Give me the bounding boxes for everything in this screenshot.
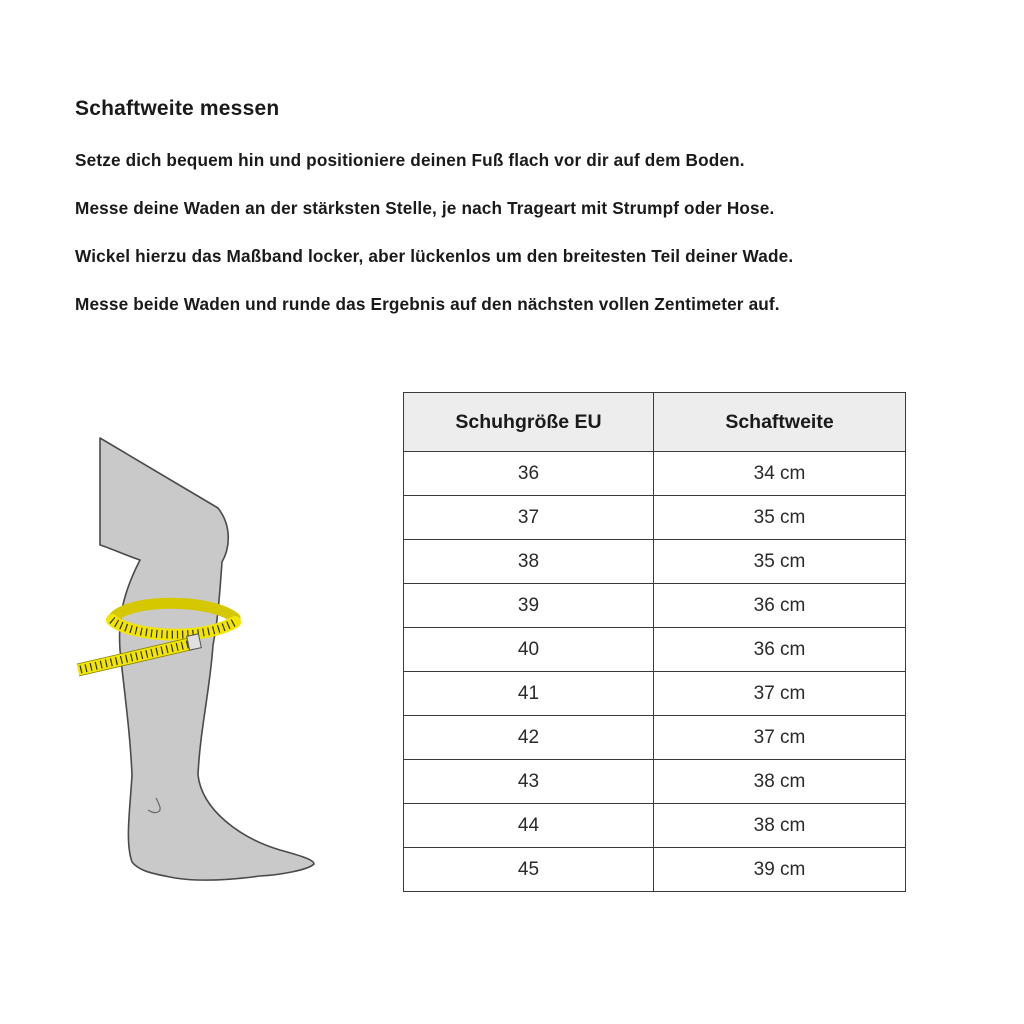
shaft-width-cell: 38 cm [654, 804, 906, 848]
table-row [404, 672, 906, 716]
table-row [404, 804, 906, 848]
instruction-item: Messe beide Waden und runde das Ergebnis auf den nächsten vollen Zentimeter auf. [75, 294, 780, 314]
table-row [404, 760, 906, 804]
column-header-shoe-size: Schuhgröße EU [404, 393, 654, 452]
instruction-item: Messe deine Waden an der stärksten Stelle, je nach Trageart mit Strumpf oder Hose. [75, 198, 775, 218]
page-title: Schaftweite messen [75, 97, 280, 120]
shaft-width-cell: 35 cm [654, 540, 906, 584]
column-header-shaft-width: Schaftweite [654, 393, 906, 452]
table-row [404, 716, 906, 760]
shoe-size-cell: 39 [404, 584, 654, 628]
instruction-item: Setze dich bequem hin und positioniere deinen Fuß flach vor dir auf dem Boden. [75, 150, 745, 170]
shoe-size-cell: 40 [404, 628, 654, 672]
leg-with-measuring-tape-icon [70, 430, 330, 900]
shoe-size-cell: 38 [404, 540, 654, 584]
shaft-width-cell: 37 cm [654, 672, 906, 716]
shoe-size-cell: 45 [404, 848, 654, 892]
instruction-item: Wickel hierzu das Maßband locker, aber lückenlos um den breitesten Teil deiner Wade. [75, 246, 794, 266]
shaft-width-cell: 36 cm [654, 628, 906, 672]
tape-buckle [187, 634, 202, 650]
shoe-size-cell: 36 [404, 452, 654, 496]
shoe-size-cell: 41 [404, 672, 654, 716]
table-row [404, 584, 906, 628]
shoe-size-cell: 43 [404, 760, 654, 804]
table-row [404, 540, 906, 584]
instruction-list [75, 148, 995, 340]
shaft-width-cell: 35 cm [654, 496, 906, 540]
shaft-width-cell: 36 cm [654, 584, 906, 628]
shoe-size-cell: 37 [404, 496, 654, 540]
table-row [404, 848, 906, 892]
shaft-width-cell: 38 cm [654, 760, 906, 804]
table-row [404, 496, 906, 540]
shaft-width-cell: 37 cm [654, 716, 906, 760]
shaft-width-cell: 39 cm [654, 848, 906, 892]
size-table [403, 392, 906, 892]
table-row [404, 628, 906, 672]
shoe-size-cell: 42 [404, 716, 654, 760]
table-row [404, 452, 906, 496]
table-header-row [404, 393, 906, 452]
shaft-width-cell: 34 cm [654, 452, 906, 496]
leg-measuring-illustration [70, 430, 330, 900]
shoe-size-cell: 44 [404, 804, 654, 848]
